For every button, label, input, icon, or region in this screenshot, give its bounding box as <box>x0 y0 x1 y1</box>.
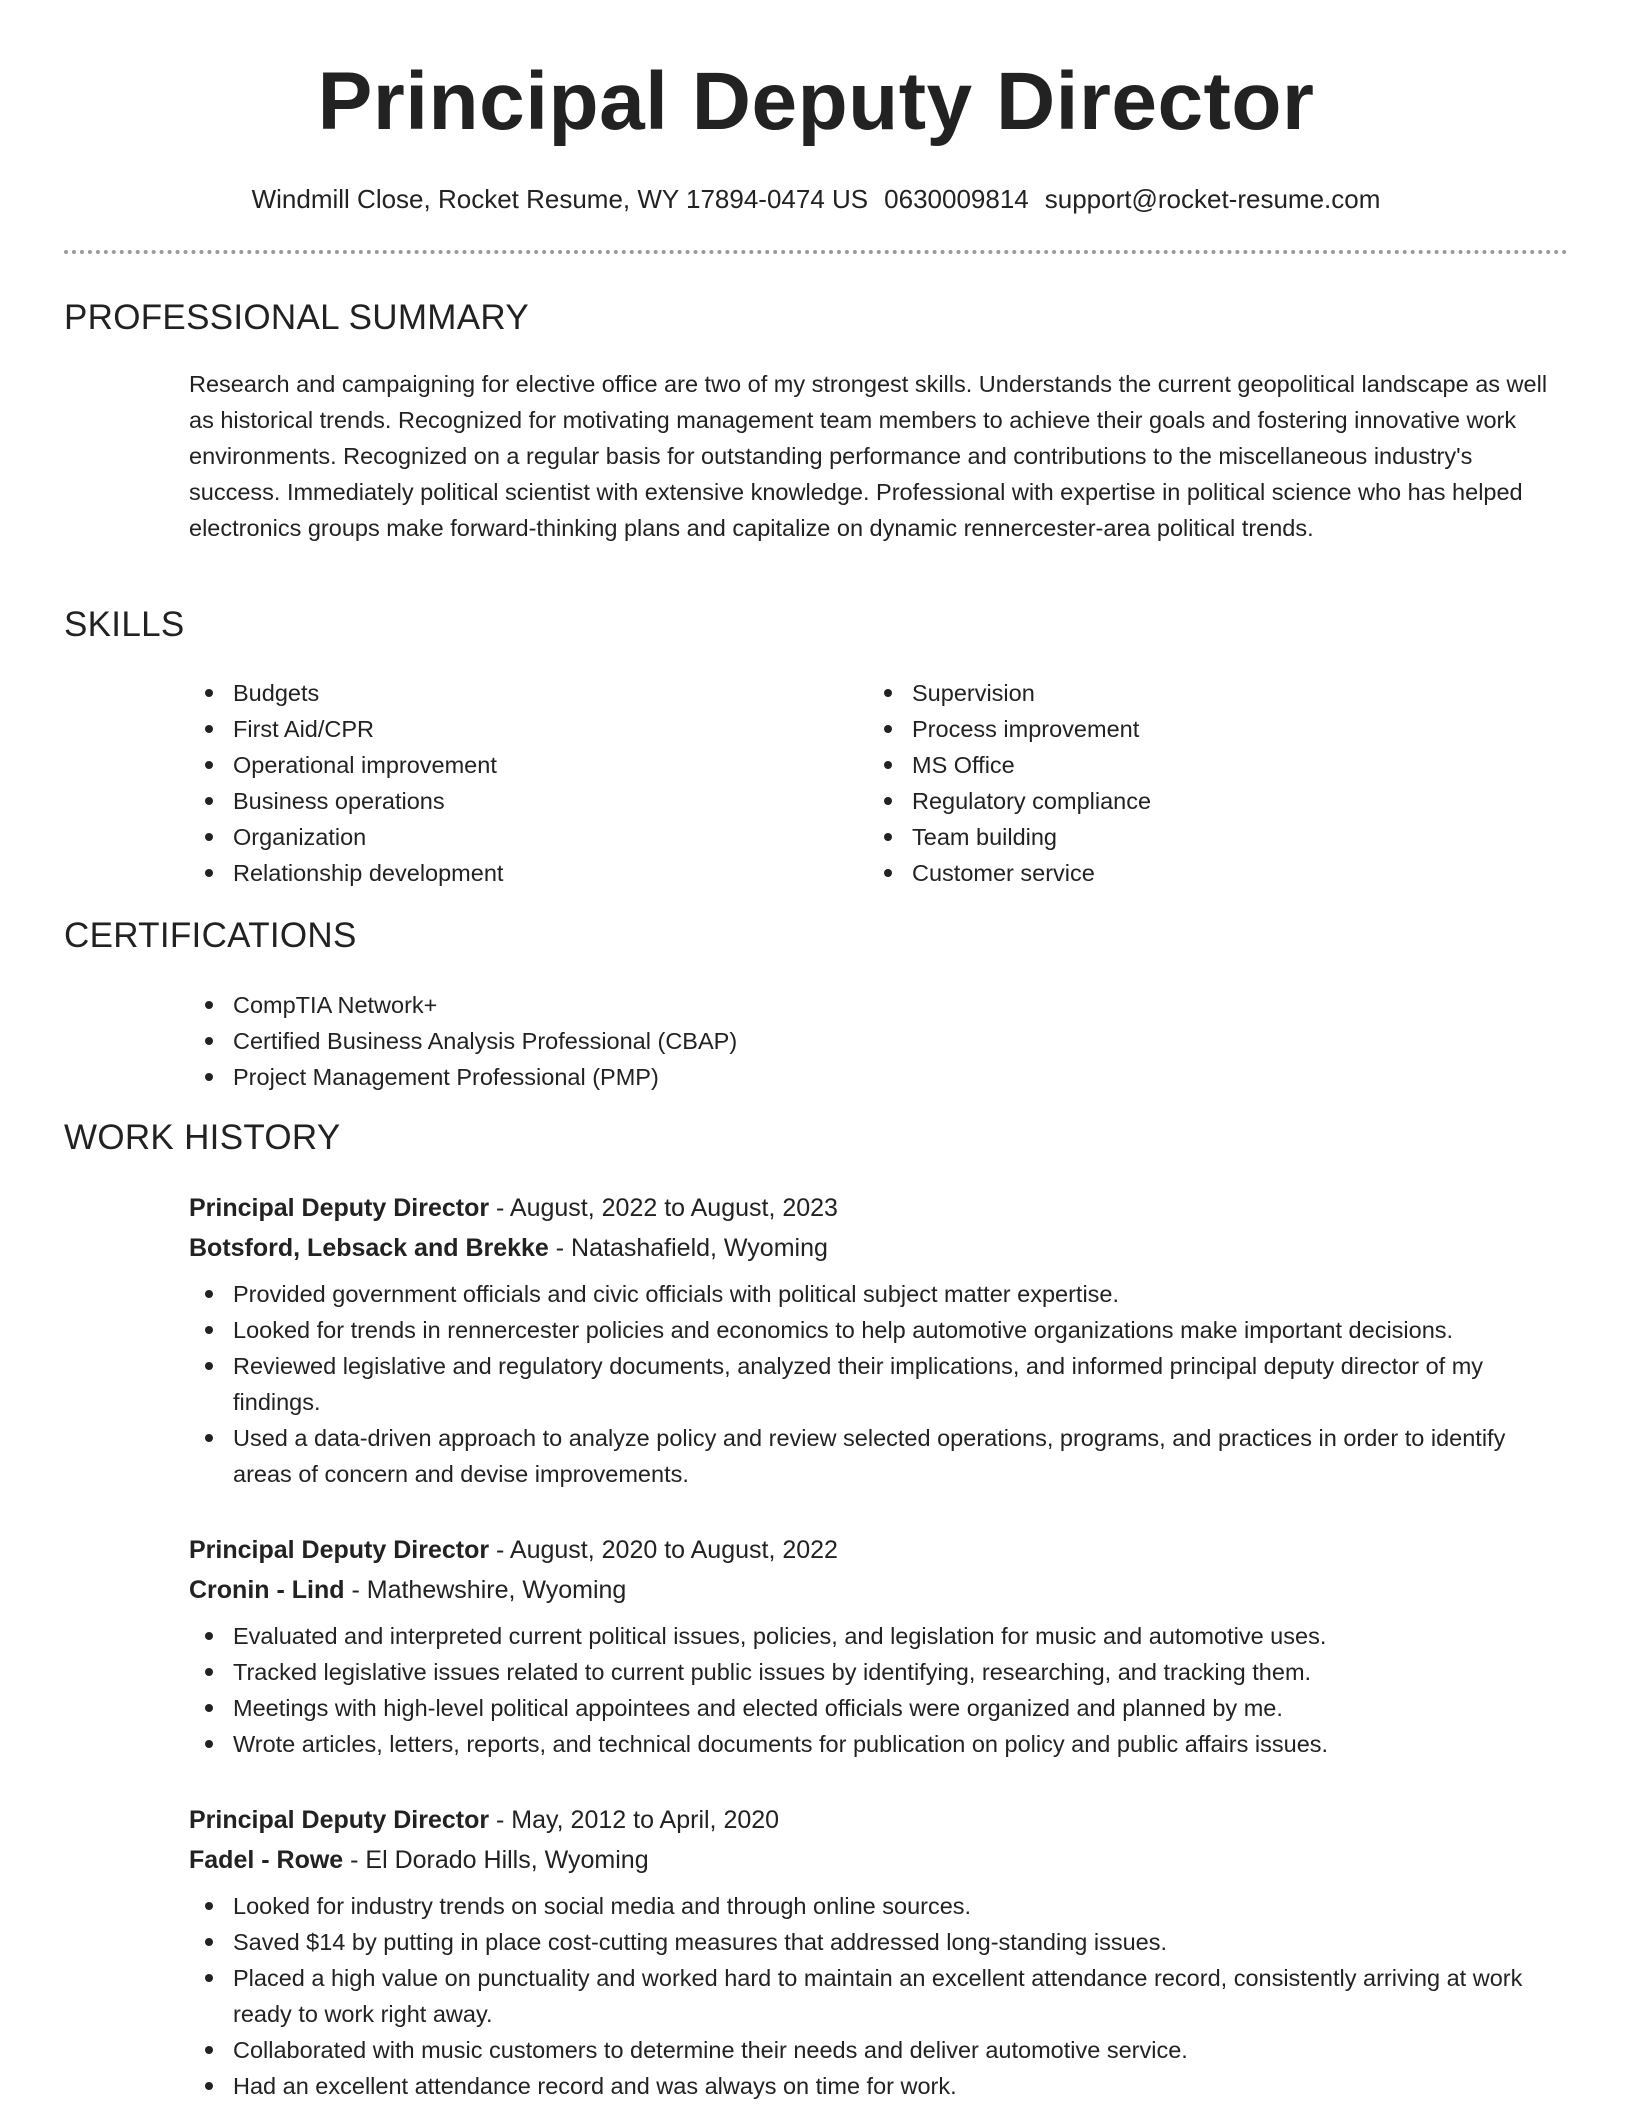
job-location: - Mathewshire, Wyoming <box>344 1576 627 1604</box>
section-title-certifications: CERTIFICATIONS <box>64 916 357 955</box>
job-title-line <box>189 1188 1569 1228</box>
job-bullet-list <box>189 1888 1569 2104</box>
section-title-skills: SKILLS <box>64 605 185 644</box>
skill-item: Budgets <box>189 675 849 711</box>
skill-item: Business operations <box>189 783 849 819</box>
skills-list-left <box>189 675 849 891</box>
job-bullet: Had an excellent attendance record and was always on time for work. <box>189 2068 1569 2104</box>
certification-item: Project Management Professional (PMP) <box>189 1059 1569 1095</box>
certification-item: Certified Business Analysis Professional (CBAP) <box>189 1023 1569 1059</box>
skill-item: Relationship development <box>189 855 849 891</box>
job-dates: - August, 2022 to August, 2023 <box>489 1194 838 1222</box>
job-bullet: Evaluated and interpreted current political issues, policies, and legislation for music and automotive uses. <box>189 1618 1569 1654</box>
skill-item: Operational improvement <box>189 747 849 783</box>
job-company: Cronin - Lind <box>189 1576 345 1604</box>
job-bullet: Meetings with high-level political appointees and elected officials were organized and planned by me. <box>189 1690 1569 1726</box>
contact-email: support@rocket-resume.com <box>1044 184 1381 214</box>
job-location: - Natashafield, Wyoming <box>548 1234 828 1262</box>
candidate-name: Principal Deputy Director <box>317 56 1315 147</box>
skills-column-left <box>189 675 849 891</box>
job-bullet: Placed a high value on punctuality and worked hard to maintain an excellent attendance record, consistently arriving at work ready to work right away. <box>189 1960 1569 2032</box>
header-divider <box>64 250 1568 254</box>
job-bullet: Provided government officials and civic officials with political subject matter expertise. <box>189 1276 1569 1312</box>
job-company: Botsford, Lebsack and Brekke <box>189 1234 549 1262</box>
job-bullet-list <box>189 1276 1569 1492</box>
job-title-line <box>189 1800 1569 1840</box>
job-bullet: Wrote articles, letters, reports, and technical documents for publication on policy and public affairs issues. <box>189 1726 1569 1762</box>
job-entry <box>189 1188 1569 1492</box>
job-dates: - May, 2012 to April, 2020 <box>489 1806 780 1834</box>
skill-item: First Aid/CPR <box>189 711 849 747</box>
contact-phone: 0630009814 <box>884 184 1029 214</box>
job-bullet: Used a data-driven approach to analyze policy and review selected operations, programs, and practices in order to identify areas of concern and devise improvements. <box>189 1420 1569 1492</box>
job-role: Principal Deputy Director <box>189 1536 490 1564</box>
job-company-line <box>189 1840 1569 1880</box>
job-bullet: Reviewed legislative and regulatory documents, analyzed their implications, and informed principal deputy director of my findings. <box>189 1348 1569 1420</box>
contact-line <box>0 181 1632 217</box>
section-title-summary: PROFESSIONAL SUMMARY <box>64 298 529 337</box>
job-bullet: Collaborated with music customers to determine their needs and deliver automotive service. <box>189 2032 1569 2068</box>
job-role: Principal Deputy Director <box>189 1194 490 1222</box>
section-title-work-history: WORK HISTORY <box>64 1118 341 1157</box>
job-bullet: Tracked legislative issues related to current public issues by identifying, researching, and tracking them. <box>189 1654 1569 1690</box>
skill-item: Process improvement <box>868 711 1528 747</box>
job-location: - El Dorado Hills, Wyoming <box>343 1846 649 1874</box>
job-entry <box>189 1800 1569 2104</box>
certifications-list <box>189 987 1569 1095</box>
job-company-line <box>189 1228 1569 1268</box>
skills-column-right <box>868 675 1528 891</box>
skill-item: Supervision <box>868 675 1528 711</box>
job-role: Principal Deputy Director <box>189 1806 490 1834</box>
skill-item: Organization <box>189 819 849 855</box>
skills-list-right <box>868 675 1528 891</box>
summary-text: Research and campaigning for elective office are two of my strongest skills. Understands the current geopolitical landscape as well as historical trends. Recognized for motivating management team members to achieve their goals and fostering innovative work environments. Recognized on a regular basis for outstanding performance and contributions to the miscellaneous industry's success. Immediately political scientist with extensive knowledge. Professional with expertise in political science who has helped electronics groups make forward-thinking plans and capitalize on dynamic rennercester-area political trends. <box>189 371 1548 541</box>
job-bullet-list <box>189 1618 1569 1762</box>
job-company: Fadel - Rowe <box>189 1846 344 1874</box>
job-bullet: Looked for industry trends on social media and through online sources. <box>189 1888 1569 1924</box>
skill-item: Customer service <box>868 855 1528 891</box>
skill-item: Regulatory compliance <box>868 783 1528 819</box>
job-company-line <box>189 1570 1569 1610</box>
certifications-block <box>189 987 1569 1095</box>
job-title-line <box>189 1530 1569 1570</box>
contact-address: Windmill Close, Rocket Resume, WY 17894-0474 US <box>251 184 869 214</box>
certification-item: CompTIA Network+ <box>189 987 1569 1023</box>
job-bullet: Looked for trends in rennercester policies and economics to help automotive organizations make important decisions. <box>189 1312 1569 1348</box>
skill-item: Team building <box>868 819 1528 855</box>
skill-item: MS Office <box>868 747 1528 783</box>
job-entry <box>189 1530 1569 1762</box>
job-bullet: Saved $14 by putting in place cost-cutting measures that addressed long-standing issues. <box>189 1924 1569 1960</box>
job-dates: - August, 2020 to August, 2022 <box>489 1536 838 1564</box>
